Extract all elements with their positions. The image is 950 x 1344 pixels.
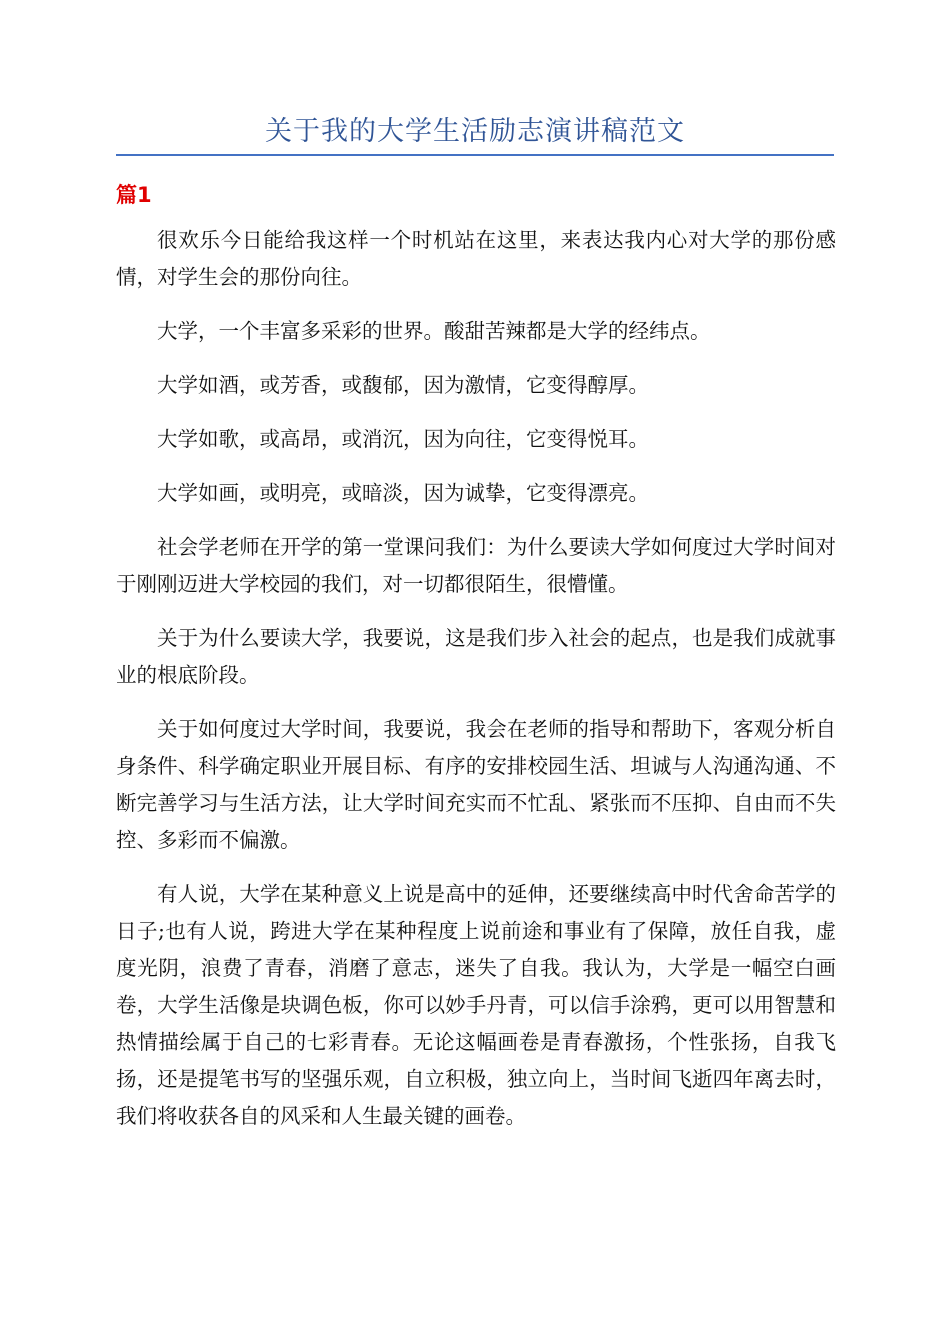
- paragraph: 关于为什么要读大学，我要说，这是我们步入社会的起点，也是我们成就事业的根底阶段。: [116, 626, 836, 687]
- paragraph: 大学，一个丰富多采彩的世界。酸甜苦辣都是大学的经纬点。: [157, 319, 711, 343]
- paragraph: 有人说，大学在某种意义上说是高中的延伸，还要继续高中时代舍命苦学的日子;也有人说，跨进大学在某种程度上说前途和事业有了保障，放任自我，虚度光阴，浪费了青春，消磨了意志，迷失了自我。我认为，大学是一幅空白画卷，大学生活像是块调色板，你可以妙手丹青，可以信手涂鸦，更可以用智慧和热情描绘属于自己的七彩青春。无论这幅画卷是青春激扬，个性张扬，自我飞扬，还是提笔书写的坚强乐观，自立积极，独立向上，当时间飞逝四年离去时，我们将收获各自的风采和人生最关键的画卷。: [116, 882, 836, 1128]
- paragraph: 大学如歌，或高昂，或消沉，因为向往，它变得悦耳。: [157, 427, 649, 451]
- document-title: 关于我的大学生活励志演讲稿范文: [265, 116, 685, 147]
- paragraph: 关于如何度过大学时间，我要说，我会在老师的指导和帮助下，客观分析自身条件、科学确定职业开展目标、有序的安排校园生活、坦诚与人沟通沟通、不断完善学习与生活方法，让大学时间充实而不忙乱、紧张而不压抑、自由而不失控、多彩而不偏激。: [116, 717, 836, 852]
- paragraph: 很欢乐今日能给我这样一个时机站在这里，来表达我内心对大学的那份感情，对学生会的那份向往。: [116, 228, 836, 289]
- paragraph: 大学如酒，或芳香，或馥郁，因为激情，它变得醇厚。: [157, 373, 649, 397]
- paragraph: 大学如画，或明亮，或暗淡，因为诚挚，它变得漂亮。: [157, 481, 649, 505]
- title-underline-rule: [116, 154, 834, 156]
- section-heading: 篇1: [116, 183, 152, 207]
- paragraph: 社会学老师在开学的第一堂课问我们：为什么要读大学如何度过大学时间对于刚刚迈进大学校园的我们，对一切都很陌生，很懵懂。: [116, 535, 836, 596]
- document-body: [116, 222, 836, 1152]
